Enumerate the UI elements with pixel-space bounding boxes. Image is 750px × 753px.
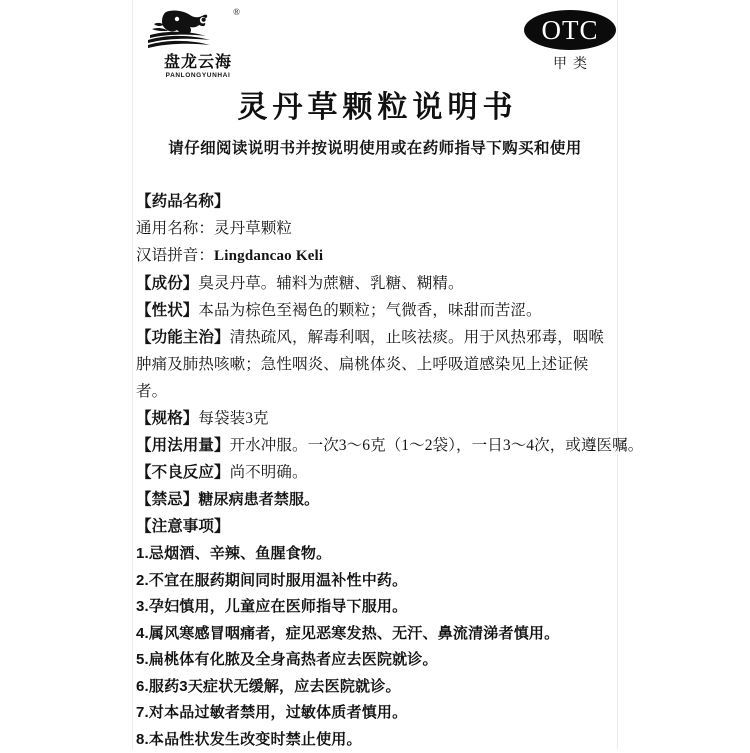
section-dosage — [136, 432, 616, 459]
section-adverse-reactions — [136, 459, 616, 486]
section-specification — [136, 405, 616, 432]
list-item: 6.服药3天症状无缓解，应去医院就诊。 — [136, 674, 616, 701]
dragon-wave-logo-icon — [144, 8, 252, 54]
otc-badge: OTC — [524, 10, 616, 50]
list-item: 7.对本品过敏者禁用，过敏体质者慎用。 — [136, 700, 616, 727]
otc-class-label: 甲类 — [522, 53, 618, 73]
section-contraindications — [136, 486, 616, 513]
section-tag-indications: 【功能主治】 — [136, 329, 230, 346]
company-name-latin: PANLONGYUNHAI — [144, 71, 252, 80]
company-logo — [144, 8, 252, 80]
list-item: 3.孕妇慎用，儿童应在医师指导下服用。 — [136, 594, 616, 621]
insert-body — [132, 188, 618, 753]
list-item: 8.本品性状发生改变时禁止使用。 — [136, 727, 616, 753]
insert-sheet — [132, 0, 618, 749]
section-value-contraindications: 糖尿病患者禁服。 — [198, 491, 319, 508]
section-ingredients — [136, 270, 616, 297]
registered-trademark-icon: ® — [233, 8, 240, 17]
list-item: 2.不宜在服药期间同时服用温补性中药。 — [136, 568, 616, 595]
company-name-cn: 盘龙云海 — [144, 54, 252, 71]
section-tag-drug-name: 【药品名称】 — [136, 193, 230, 210]
document-header — [132, 0, 618, 82]
section-tag-description: 【性状】 — [136, 302, 198, 319]
page-title: 灵丹草颗粒说明书 — [132, 88, 618, 128]
section-tag-specification: 【规格】 — [136, 410, 198, 427]
section-description — [136, 297, 616, 324]
otc-mark — [522, 10, 618, 73]
field-generic-name — [136, 215, 616, 242]
page-subtitle: 请仔细阅读说明书并按说明使用或在药师指导下购买和使用 — [132, 138, 618, 160]
label-generic-name: 通用名称： — [136, 220, 214, 237]
list-item: 5.扁桃体有化脓及全身高热者应去医院就诊。 — [136, 647, 616, 674]
field-pinyin — [136, 242, 616, 270]
list-item: 1.忌烟酒、辛辣、鱼腥食物。 — [136, 541, 616, 568]
section-value-indications: 清热疏风，解毒利咽，止咳祛痰。用于风热邪毒，咽喉肿痛及肺热咳嗽；急性咽炎、扁桃体炎、上呼吸道感染见上述证候者。 — [136, 329, 604, 400]
section-tag-contraindications: 【禁忌】 — [136, 491, 198, 508]
section-drug-name — [136, 188, 616, 215]
section-value-adverse-reactions: 尚不明确。 — [230, 464, 308, 481]
label-pinyin: 汉语拼音： — [136, 247, 214, 264]
section-precautions — [136, 513, 616, 540]
list-item: 4.属风寒感冒咽痛者，症见恶寒发热、无汗、鼻流清涕者慎用。 — [136, 621, 616, 648]
section-tag-precautions: 【注意事项】 — [136, 518, 230, 535]
value-pinyin: Lingdancao Keli — [214, 248, 323, 264]
section-indications — [136, 324, 616, 405]
value-generic-name: 灵丹草颗粒 — [214, 220, 292, 237]
section-value-dosage: 开水冲服。一次3～6克（1～2袋），一日3～4次，或遵医嘱。 — [230, 437, 644, 454]
section-tag-ingredients: 【成份】 — [136, 275, 198, 292]
precautions-list — [136, 541, 616, 753]
section-tag-adverse-reactions: 【不良反应】 — [136, 464, 230, 481]
section-value-description: 本品为棕色至褐色的颗粒；气微香，味甜而苦涩。 — [198, 302, 541, 319]
section-tag-dosage: 【用法用量】 — [136, 437, 230, 454]
section-value-specification: 每袋装3克 — [198, 410, 268, 427]
section-value-ingredients: 臭灵丹草。辅料为蔗糖、乳糖、糊精。 — [198, 275, 463, 292]
